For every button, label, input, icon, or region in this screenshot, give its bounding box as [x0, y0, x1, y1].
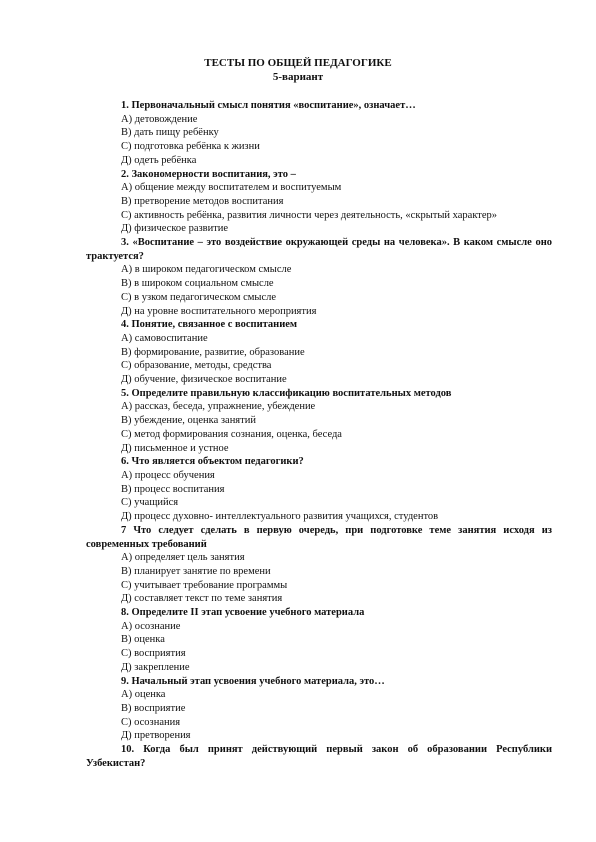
question-8 — [0, 606, 596, 675]
question-2 — [0, 168, 596, 237]
answer-option: С) осознания — [121, 716, 181, 728]
question-4 — [0, 318, 596, 387]
answer-option: С) метод формирования сознания, оценка, беседа — [121, 428, 342, 440]
document-subtitle: 5-вариант — [272, 71, 324, 83]
answer-option: В) претворение методов воспитания — [121, 195, 284, 207]
answer-option: С) подготовка ребёнка к жизни — [121, 141, 260, 153]
answer-option: С) учащийся — [121, 497, 179, 509]
document-title: ТЕСТЫ ПО ОБЩЕЙ ПЕДАГОГИКЕ — [204, 57, 392, 69]
answer-option: А) осознание — [121, 620, 181, 632]
question-text: 8. Определите II этап усвоение учебного материала — [121, 607, 365, 619]
question-7 — [0, 524, 596, 606]
answer-option: В) в широком социальном смысле — [121, 278, 274, 290]
question-text: 9. Начальный этап усвоения учебного материала, это… — [121, 675, 385, 687]
answer-option: Д) на уровне воспитательного мероприятия — [121, 305, 317, 317]
answer-option: Д) составляет текст по теме занятия — [121, 593, 283, 605]
answer-option: В) формирование, развитие, образование — [121, 346, 305, 358]
answer-option: С) в узком педагогическом смысле — [121, 291, 277, 303]
answer-option: С) учитывает требование программы — [121, 579, 288, 591]
answer-option: Д) претворения — [121, 730, 191, 742]
answer-option: В) процесс воспитания — [121, 483, 225, 495]
question-text: 6. Что является объектом педагогики? — [121, 456, 304, 468]
question-text: 4. Понятие, связанное с воспитанием — [121, 319, 298, 331]
question-9 — [0, 675, 596, 744]
answer-option: В) планирует занятие по времени — [121, 565, 271, 577]
question-6 — [0, 455, 596, 524]
answer-option: А) рассказ, беседа, упражнение, убеждение — [121, 401, 316, 413]
question-text: 7 Что следует сделать в первую очередь, при подготовке теме занятия исходя из современных требований — [86, 524, 552, 550]
answer-option: А) детовождение — [121, 113, 198, 125]
answer-option: В) убеждение, оценка занятий — [121, 415, 256, 427]
question-text: 3. «Воспитание – это воздействие окружающей среды на человека». В каком смысле оно трактуется? — [86, 237, 552, 262]
question-1 — [0, 99, 596, 168]
answer-option: А) в широком педагогическом смысле — [121, 264, 292, 276]
answer-option: А) самовоспитание — [121, 332, 208, 344]
answer-option: С) восприятия — [121, 648, 186, 660]
question-text: 10. Когда был принят действующий первый закон об образовании Республики Узбекистан? — [86, 744, 552, 769]
answer-option: Д) письменное и устное — [121, 442, 229, 454]
answer-option: В) оценка — [121, 634, 165, 646]
answer-option: А) процесс обучения — [121, 469, 215, 481]
question-text: 2. Закономерности воспитания, это – — [121, 168, 296, 180]
answer-option: Д) процесс духовно- интеллектуального развития учащихся, студентов — [121, 511, 439, 523]
answer-option: А) определяет цель занятия — [121, 552, 245, 564]
question-3 — [0, 236, 596, 318]
answer-option: Д) закрепление — [121, 661, 190, 673]
test-questions — [0, 99, 596, 770]
answer-option: Д) обучение, физическое воспитание — [121, 374, 287, 386]
answer-option: С) образование, методы, средства — [121, 360, 272, 372]
answer-option: Д) физическое развитие — [121, 223, 229, 235]
question-text: 5. Определите правильную классификацию воспитательных методов — [121, 387, 452, 399]
answer-option: В) восприятие — [121, 702, 186, 714]
answer-option: А) общение между воспитателем и воспитуемым — [121, 182, 342, 194]
answer-option: С) активность ребёнка, развития личности через деятельность, «скрытый характер» — [121, 209, 498, 221]
question-text: 1. Первоначальный смысл понятия «воспитание», означает… — [121, 100, 416, 111]
question-5 — [0, 387, 596, 456]
answer-option: А) оценка — [121, 689, 166, 701]
question-10 — [0, 743, 596, 770]
answer-option: В) дать пищу ребёнку — [121, 127, 219, 139]
answer-option: Д) одеть ребёнка — [121, 154, 197, 166]
